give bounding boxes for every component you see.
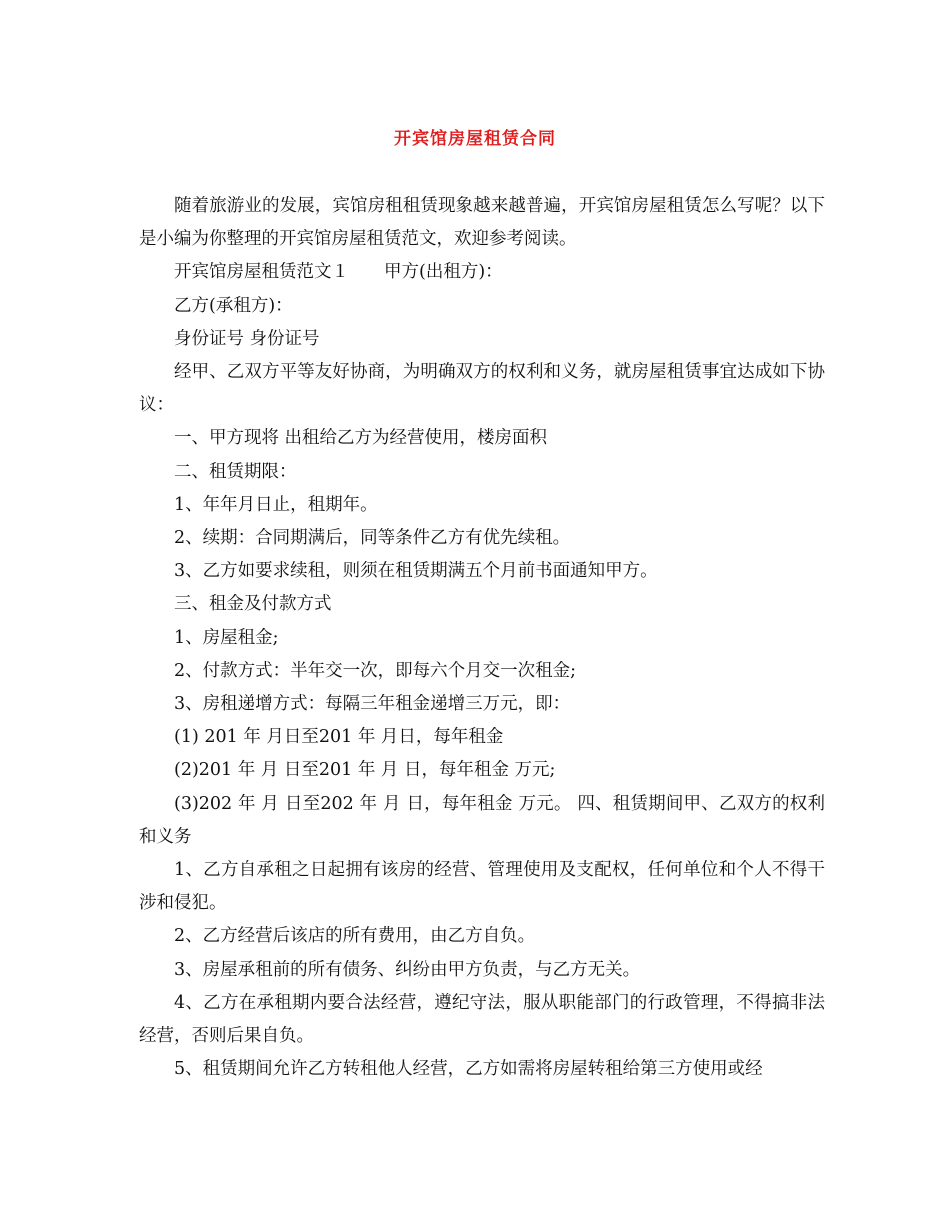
paragraph-clause-1: 一、甲方现将 出租给乙方为经营使用，楼房面积	[174, 428, 548, 449]
paragraph-clause-3-heading: 三、租金及付款方式	[174, 594, 332, 615]
paragraph-term-1: 1、年年月日止，租期年。	[174, 494, 378, 515]
paragraph-rent-3: 3、房租递增方式：每隔三年租金递增三万元，即：	[174, 694, 571, 715]
paragraph-rent-1: 1、房屋租金;	[174, 627, 279, 648]
document-body	[139, 190, 825, 1086]
paragraph-rights-2: 2、乙方经营后该店的所有费用，由乙方自负。	[174, 926, 536, 947]
paragraph-rights-4: 4、乙方在承租期内要合法经营，遵纪守法，服从职能部门的行政管理，不得搞非法经营，否则后果自负。	[139, 992, 825, 1047]
paragraph-agreement: 经甲、乙双方平等友好协商，为明确双方的权利和义务，就房屋租赁事宜达成如下协议：	[139, 362, 825, 416]
paragraph-rights-5: 5、租赁期间允许乙方转租他人经营，乙方如需将房屋转租给第三方使用或经	[174, 1059, 763, 1080]
paragraph-clause-2-heading: 二、租赁期限：	[174, 461, 297, 482]
paragraph-rent-step-3: (3)202 年 月 日至202 年 月 日，每年租金 万元。 四、租赁期间甲、乙双方的权利和义务	[139, 793, 825, 847]
paragraph-rights-3: 3、房屋承租前的所有债务、纠纷由甲方负责，与乙方无关。	[174, 959, 641, 980]
paragraph-term-3: 3、乙方如要求续租，则须在租赁期满五个月前书面通知甲方。	[174, 561, 658, 582]
paragraph-party-b: 乙方(承租方)：	[174, 295, 293, 316]
paragraph-rent-step-2: (2)201 年 月 日至201 年 月 日，每年租金 万元;	[174, 760, 556, 781]
paragraph-rent-step-1: (1) 201 年 月日至201 年 月日，每年租金	[174, 727, 504, 748]
paragraph-sample-heading: 开宾馆房屋租赁范文１ 甲方(出租方)：	[174, 262, 503, 283]
paragraph-intro: 随着旅游业的发展，宾馆房租租赁现象越来越普遍，开宾馆房屋租赁怎么写呢？以下是小编为你整理的开宾馆房屋租赁范文，欢迎参考阅读。	[139, 196, 825, 250]
paragraph-id-numbers: 身份证号 身份证号	[174, 328, 320, 349]
paragraph-term-2: 2、续期：合同期满后，同等条件乙方有优先续租。	[174, 528, 571, 549]
paragraph-rights-1: 1、乙方自承租之日起拥有该房的经营、管理使用及支配权，任何单位和个人不得干涉和侵犯。	[139, 860, 825, 914]
paragraph-rent-2: 2、付款方式：半年交一次，即每六个月交一次租金;	[174, 660, 577, 681]
document-title: 开宾馆房屋租赁合同	[394, 129, 556, 149]
